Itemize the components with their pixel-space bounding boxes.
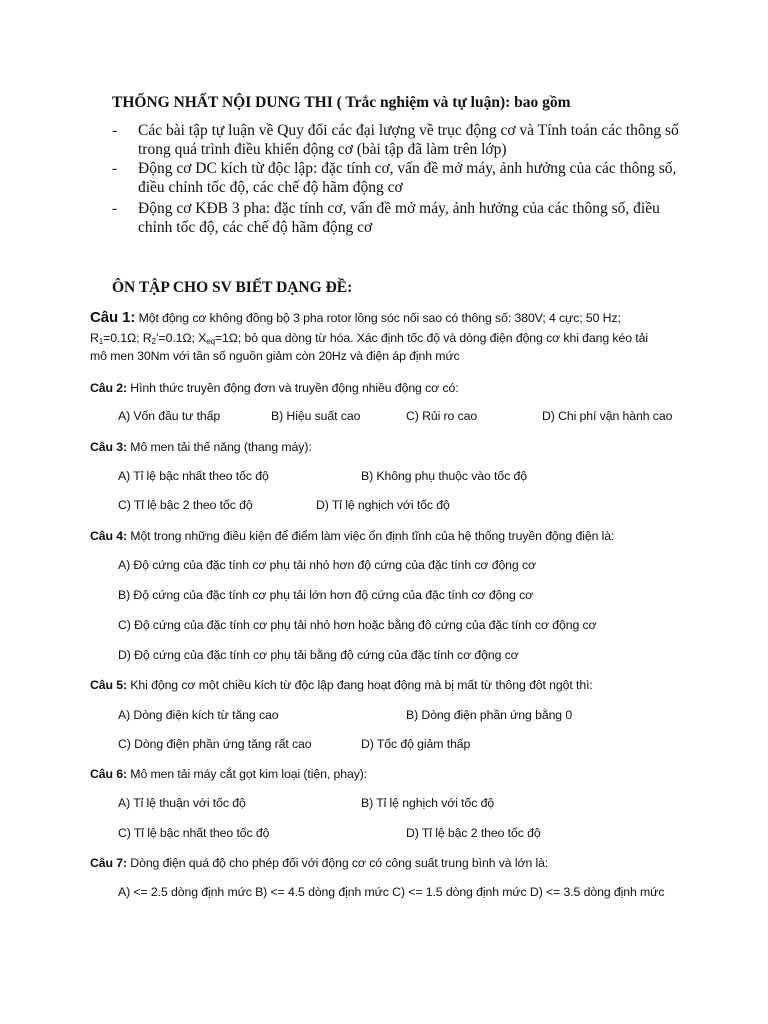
question-text: Dòng điện quá độ cho phép đối với động cơ có công suất trung bình và lớn là: — [126, 856, 549, 870]
subscript: eq — [206, 337, 215, 346]
question-7 — [90, 856, 548, 870]
option: B) Không phụ thuộc vào tốc độ — [361, 469, 527, 483]
question-2 — [90, 381, 459, 395]
question-label: Câu 5: — [90, 678, 127, 692]
option: A) <= 2.5 dòng định mức B) <= 4.5 dòng định mức C) <= 1.5 dòng định mức D) <= 3.5 dòng định mức — [118, 885, 665, 899]
option: A) Tỉ lệ thuận với tốc độ — [118, 796, 246, 810]
question-text: Một trong những điều kiện để điểm làm việc ổn định tĩnh của hệ thống truyền động điện là: — [126, 529, 615, 543]
question-6 — [90, 767, 367, 781]
question-text: Mô men tải máy cắt gọt kim loại (tiện, phay): — [126, 767, 368, 781]
option: B) Hiệu suất cao — [271, 409, 361, 423]
option: A) Tỉ lệ bậc nhất theo tốc độ — [118, 469, 269, 483]
question-label: Câu 1: — [90, 309, 136, 326]
option: C) Rủi ro cao — [406, 409, 478, 423]
bullet-text: Động cơ KĐB 3 pha: đặc tính cơ, vấn đề mở máy, ảnh hưởng của các thông số, điều — [138, 200, 660, 217]
question-1-line3: mô men 30Nm với tần số nguồn giảm còn 20Hz và điện áp định mức — [90, 349, 460, 363]
option: C) Độ cứng của đặc tính cơ phụ tải nhỏ hơn hoặc bằng độ cứng của đặc tính cơ động cơ — [118, 618, 597, 632]
option: C) Tỉ lệ bậc 2 theo tốc độ — [118, 498, 253, 512]
option: D) Chi phí vận hành cao — [542, 409, 673, 423]
option: D) Độ cứng của đặc tính cơ phụ tải bằng độ cứng của đặc tính cơ động cơ — [118, 648, 519, 662]
question-1 — [90, 309, 621, 326]
question-3 — [90, 440, 312, 454]
question-5 — [90, 678, 593, 692]
subscript: 2 — [151, 337, 156, 346]
option: C) Tỉ lệ bậc nhất theo tốc độ — [118, 826, 270, 840]
bullet-text: trong quá trình điều khiển động cơ (bài tập đã làm trên lớp) — [138, 141, 507, 158]
text-part: =1Ω; bỏ qua dòng từ hóa. Xác định tốc độ và dòng điện động cơ khi đang kéo tải — [214, 331, 648, 345]
question-label: Câu 3: — [90, 440, 127, 454]
bullet-text: điều chỉnh tốc độ, các chế độ hãm động cơ — [138, 179, 403, 196]
section-heading: ÔN TẬP CHO SV BIẾT DẠNG ĐỀ: — [112, 279, 353, 296]
option: B) Tỉ lệ nghịch với tốc độ — [361, 796, 495, 810]
option: A) Độ cứng của đặc tính cơ phụ tải nhỏ hơn độ cứng của đặc tính cơ động cơ — [118, 558, 536, 572]
option: A) Vốn đầu tư thấp — [118, 409, 221, 423]
question-text: Một động cơ không đồng bộ 3 pha rotor lồng sóc nối sao có thông số: 380V; 4 cực; 50 Hz; — [135, 311, 621, 325]
option: A) Dòng điện kích từ tăng cao — [118, 708, 279, 722]
bullet-text: chỉnh tốc độ, các chế độ hãm động cơ — [138, 219, 373, 236]
question-1-line2 — [90, 331, 648, 346]
question-text: Hình thức truyền động đơn và truyền động nhiều động cơ có: — [126, 381, 459, 395]
question-label: Câu 2: — [90, 381, 127, 395]
document-title: THỐNG NHẤT NỘI DUNG THI ( Trắc nghiệm và tự luận): bao gồm — [112, 94, 571, 111]
option: D) Tỉ lệ bậc 2 theo tốc độ — [406, 826, 541, 840]
bullet-text: Động cơ DC kích từ độc lập: đặc tính cơ, vấn đề mở máy, ảnh hưởng của các thông số, — [138, 160, 677, 177]
text-part: =0.1Ω; R — [103, 331, 152, 345]
option: D) Tốc độ giảm thấp — [361, 737, 471, 751]
subscript: 1 — [98, 337, 104, 346]
bullet-text: Các bài tập tự luận về Quy đổi các đại lượng về trục động cơ và Tính toán các thông số — [138, 122, 679, 139]
text-part: R — [90, 331, 99, 345]
question-label: Câu 6: — [90, 767, 127, 781]
bullet-dash: - — [112, 122, 118, 139]
question-label: Câu 7: — [90, 856, 127, 870]
question-text: Mô men tải thế năng (thang máy): — [126, 440, 312, 454]
option: B) Dòng điện phần ứng bằng 0 — [406, 708, 573, 722]
bullet-dash: - — [112, 160, 118, 177]
option: C) Dòng điện phần ứng tăng rất cao — [118, 737, 312, 751]
option: D) Tỉ lệ nghịch với tốc độ — [316, 498, 450, 512]
question-label: Câu 4: — [90, 529, 127, 543]
bullet-dash: - — [112, 200, 118, 217]
question-text: Khi động cơ một chiều kích từ độc lập đang hoạt động mà bị mất từ thông đột ngột thì: — [126, 678, 593, 692]
option: B) Độ cứng của đặc tính cơ phụ tải lớn hơn độ cứng của đặc tính cơ động cơ — [118, 588, 534, 602]
text-part: ’=0.1Ω; X — [155, 331, 207, 345]
question-4 — [90, 529, 614, 543]
